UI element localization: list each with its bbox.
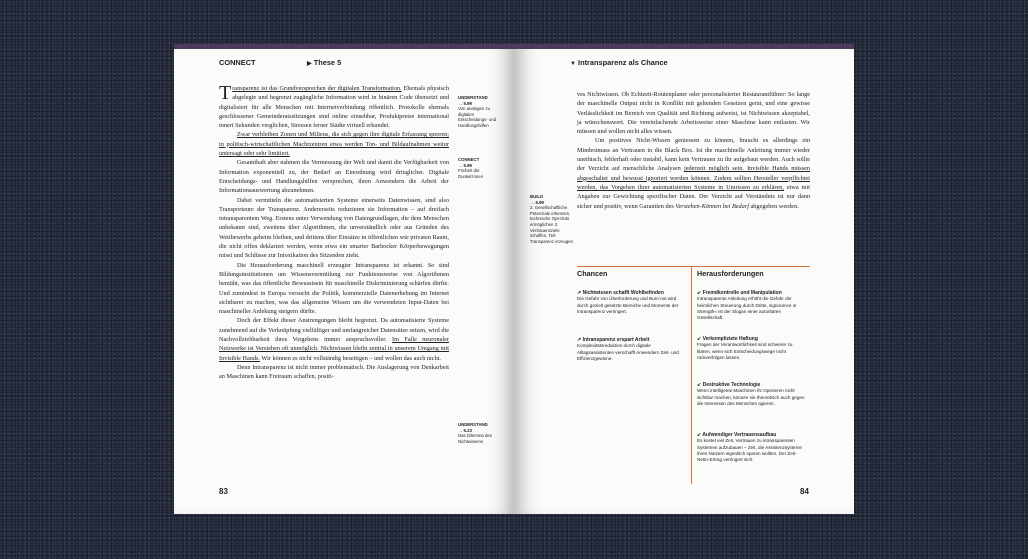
running-head-thesis: [307, 58, 341, 67]
paragraph: Gesamthaft aber nahmen die Vermessung der Welt und damit die Verfügbarkeit von Information exponentiell zu, der Bedarf an Einordnung wird dringlicher. Digitale Entscheidungs- und Handlungshilfen versprechen, ihren Anwendern die Arbeit der Informationsauswertung abzunehmen.: [219, 159, 449, 195]
paragraph-text: Um positives Nicht-Wissen geniessen zu können, braucht es allerdings ein Mindestmass an Vertrauen in die Black Box. Ist die maschinelle Anleitung immer wieder unethisch, fehlerhaft oder instabil, kann kein Vertrauen zu ihr aufgebaut werden. Auch sollte der Verzicht auf menschliche Analysen: [577, 137, 810, 173]
item-text: Wenn intelligente Maschinen ihr Operieren nicht sichtbar machen, können sie theoretisch auch gegen die Interessen des Menschen agieren.: [697, 388, 805, 406]
underlined-phrase: Zwar verbleiben Zonen und Milieus, die sich gegen ihre digitale Erfassung sperren; in politisch-wirtschaftlichen Machtzentren etwa werden Ton- und Bildaufnahmen weitur untersagt oder sehr limitiert.: [219, 131, 449, 158]
herausforderungen-item: [697, 290, 805, 321]
paragraph-text: Wir können es nicht vollständig beseitigen – und wollen das auch nicht.: [261, 354, 441, 362]
note-head: BUILD: [530, 194, 544, 199]
paragraph: Denn Intransparenz ist nicht immer problematisch. Die Auslagerung von Denkarbeit an Maschinen kann Freiraum schaffen, positi-: [219, 363, 449, 381]
running-head-section: CONNECT: [219, 58, 256, 67]
note-text: Das Dilemma des Nichtwissens: [458, 433, 492, 444]
note-code: → 5.99: [458, 162, 472, 168]
item-title: ↙ Fremdkontrolle und Manipulation: [697, 290, 782, 296]
paragraph-text: Der Verzicht auf Verständnis ist nur dann sicher und positiv, wenn Garantien des: [577, 193, 811, 210]
note-head: UNDERSTAND: [458, 422, 488, 427]
underlined-phrase: ransparenz ist das Grundversprechen der digitalen Transformation.: [232, 85, 402, 92]
item-title: ↙ Aufwendiger Vertrauensaufbau: [697, 432, 777, 438]
play-arrow-icon: ▶: [307, 61, 312, 67]
item-text: Komplexitätsreduktion durch digitale Alltagsassistenten verschafft Anwendern Zeit- und Effizienzgewinne.: [577, 343, 679, 361]
open-book: [174, 44, 854, 514]
right-page: [514, 44, 854, 514]
note-text: Von analogen zu digitalen Entscheidungs- und Handlungshilfen: [458, 106, 496, 128]
chancen-item: [577, 337, 685, 362]
top-color-bar: [514, 44, 854, 49]
italic-phrase: Verstehen-Können bei Bedarf: [675, 202, 749, 210]
margin-note: [530, 194, 574, 244]
item-text: Intransparente Anleitung erhöht die Gefahr der heimlichen Steuerung durch Dritte, signorance is Strength« ist der Slogan einer autoritären Gesellschaft.: [697, 296, 797, 321]
item-text: Die Gefahr von Überforderung und Burn-out wird durch gezielt gesetzte Bereiche und Momente der Intransparenz verringert.: [577, 296, 679, 314]
herausforderungen-item: [697, 432, 805, 463]
page-number: 84: [800, 487, 809, 496]
left-body-text: [219, 84, 449, 382]
down-arrow-icon: ▼: [570, 61, 576, 67]
note-code: → 5.99: [530, 199, 544, 205]
chancen-item: [577, 290, 685, 315]
paragraph: [219, 316, 449, 362]
running-head-thesis-label: These 5: [313, 58, 342, 67]
paragraph-text: Ehemals physisch abgelegte und begrenzt zugängliche Information wird in binären Code übersetzt und digitalisiert für alle Menschen mit Internetverbindung öffentlich. Protokolle ehemals geschlossener Gemeinderatssitzungen sind online einsehbar, Produktpreise international innert Sekunden verglichen, Stressen ferner Städte virtuell erkundet.: [219, 85, 449, 130]
item-title: ↙ Verkompliziete Haftung: [697, 336, 758, 342]
paragraph: Dabei vermitteln die automatisierten Systeme einerseits Datenwissen, sind also Transporteure der Transparenz. Andererseits reduzieren sie Information – auf dreifach intransparentem Weg. Erstens unter Verwendung von Datengrundlagen, die dem Menschen unbekannt sind, zweitens über Algorithmen, die unverständlich oder aus Gründen des Wettbewerbs geheim bleiben, und drittens über Einsätze in öffentlichen wie privaten Raum, die nicht offen deklariert werden, wenn etwa ein smarter Barhocker Körperbewegungen misst und Schlüsse zur Intoxikation des Sitzenden zieht.: [219, 196, 449, 260]
item-title: ↗ Nichtwissen schafft Wohlbefinden: [577, 290, 664, 296]
herausforderungen-item: [697, 336, 805, 361]
note-head: UNDERSTAND: [458, 95, 488, 100]
running-head-chapter: [570, 58, 668, 67]
paragraph: Die Herausforderung maschinell erzeugter Intransparenz ist erkannt. So sind Bildungsinstitutionen um Wissensvermittlung zur Funktionsweise von Algorithmen bemüht, was das öffentliche Bewusstsein für maschinelle Diskriminierung schärfen dürfte. Und zumindest in Europa versucht die Politik, kommerzielle Datenerhebung im Internet sichtbarer zu machen, was das allgemeine Wissen um die verwendeten Input-Daten bei maschineller Anlekung steigern dürfte.: [219, 261, 449, 316]
herausforderungen-item: [697, 382, 805, 407]
item-title: ↙ Destruktive Technologie: [697, 382, 761, 388]
note-code: → 5.99: [458, 100, 472, 106]
herausforderungen-heading: Herausforderungen: [697, 269, 764, 278]
paragraph-text: Doch der Effekt dieser Anstrengungen bleibt begrenzt. Da automatisierte Systeme zunehmend auf die Verknüpfung vielfältiger und umfangreicher Datensätze setzen, wird die Nachvollziehbarkeit ihres Vorgehens immer anspruchsvoller.: [219, 317, 449, 344]
underlined-phrase: jederzeit möglich sein. Invisible Hands müssen abgeschaltet und bewusst ignoriert werden können. Zudem sollten Hersteller verpflichtet werden, das Vorgehen ihrer automatisierten Systeme in Umrissen zu erklären,: [577, 165, 811, 191]
item-text: Es kostet viel Zeit, Vertrauen zu intransparenten Systemen aufzubauen – Zeit, die Assistenzsysteme ihren Nutzern eigentlich sparen wollten. Der Zeit-Netto-Ertrag verringert sich.: [697, 438, 802, 463]
paragraph-text: abgegeben werden.: [750, 202, 799, 210]
item-title: ↗ Intransparenz erspart Arbeit: [577, 337, 650, 343]
drop-cap: T: [219, 82, 232, 104]
note-code: → 5.23: [458, 427, 472, 433]
section-rule: [577, 266, 810, 267]
column-divider: [691, 266, 692, 484]
running-head-chapter-label: Intransparenz als Chance: [578, 58, 668, 67]
page-number: 83: [219, 487, 228, 496]
note-head: CONNECT: [458, 157, 480, 162]
paragraph: ves Nichtwissen. Ob Echtzeit-Routenplaner oder personalisierter Restaurantführer: So lange der maschinelle Output nicht in Konflikt mit geltenden Gesetzen gerät, und eine gewisse Verlässlichkeit im Bereich von Qualität und Richtung aufweist, ist Nichtwissen akzeptabel, ja wünschenswert. Die vereinfachende Arbeitsweise einer Maschine kann entlasten. Wir müssen und wollen nicht alles wissen.: [577, 91, 810, 136]
paragraph: [577, 136, 810, 210]
underlined-phrase: Im Falle neuronaler Netzwerke ist Verstehen oft unmöglich. Nichtwissen bleibt zentral in unserem Umgang mit Invisible Hands.: [219, 336, 450, 362]
margin-note: [458, 422, 504, 444]
top-color-bar: [174, 44, 514, 49]
margin-note: [458, 95, 504, 129]
paragraph: [219, 84, 449, 130]
margin-note: [458, 157, 504, 179]
right-body-text: [577, 90, 810, 211]
note-text: Freiheit der Dunkelzonen: [458, 168, 484, 179]
note-text: 2. Gesellschaftliche Potenziale erkennen, technische Opt-Outs ermöglichen 3. Vertrauensziele schaffen, Teil-Transparenz erzeugen: [530, 205, 574, 244]
paragraph-text: etwa mit Angaben zur Gewichtung spezifischer Daten.: [577, 183, 811, 201]
chancen-heading: Chancen: [577, 269, 608, 278]
left-page: [174, 44, 514, 514]
paragraph: [219, 130, 449, 158]
item-text: Fragen der Verantwortlichkeit sind schwerer zu klären, wenn sich Entscheidungswege nicht rückverfolgen lassen.: [697, 342, 793, 360]
